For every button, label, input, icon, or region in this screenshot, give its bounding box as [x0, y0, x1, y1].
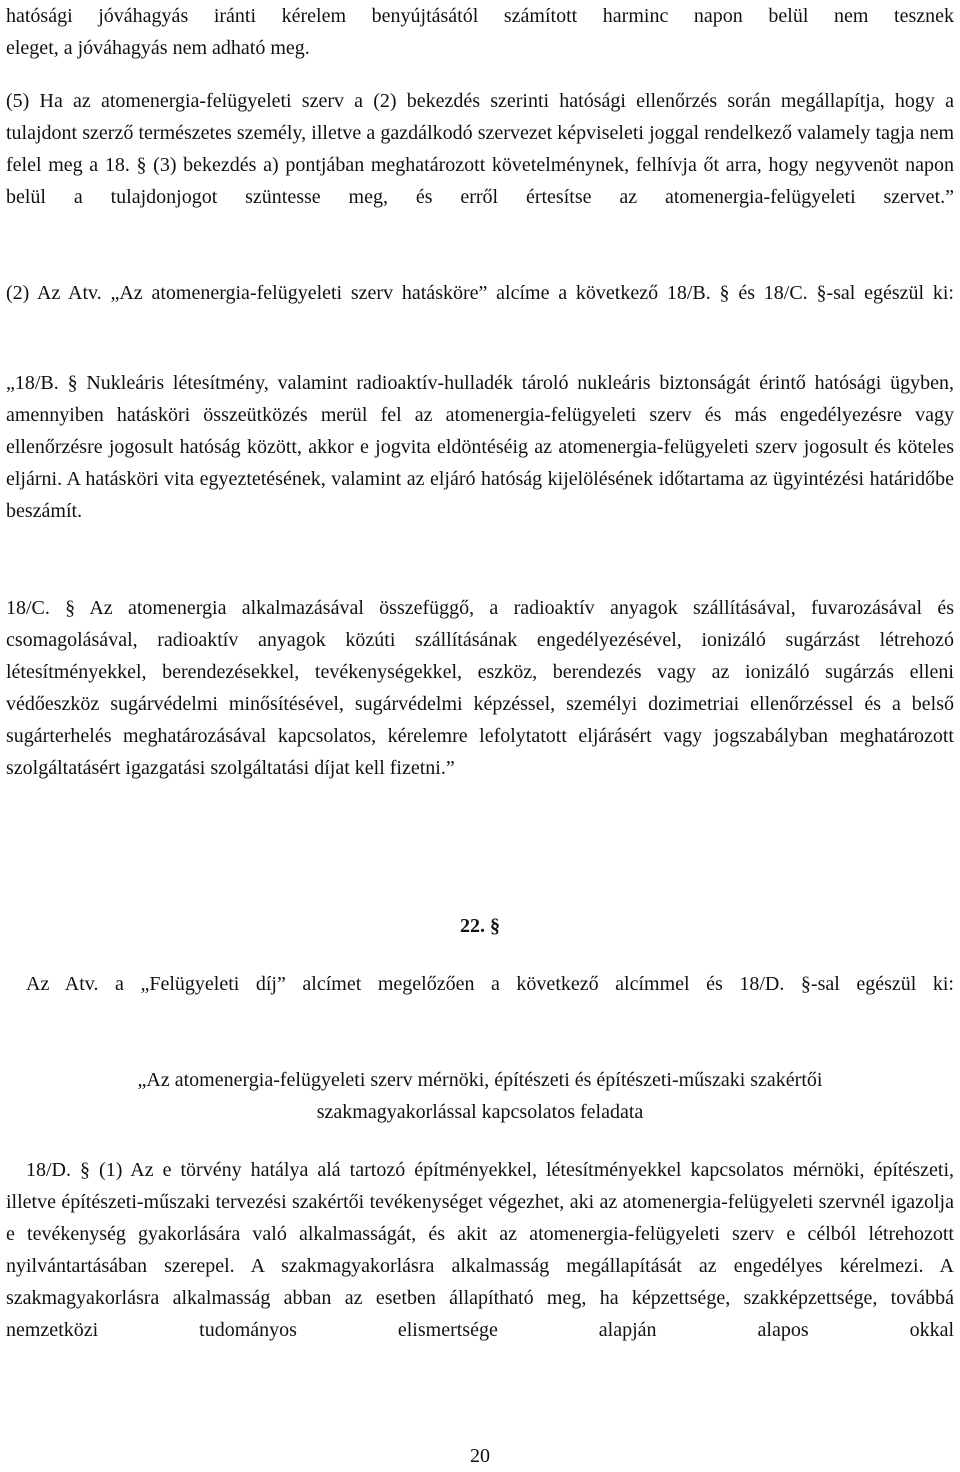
paragraph-atv: Az Atv. a „Felügyeleti díj” alcímet megelőzően a következő alcímmel és 18/D. §-sal egészül ki:	[26, 973, 954, 995]
paragraph-2: (2) Az Atv. „Az atomenergia-felügyeleti szerv hatásköre” alcíme a következő 18/B. § és 18/C. §-sal egészül ki:	[6, 282, 954, 304]
paragraph-5: (5) Ha az atomenergia-felügyeleti szerv a (2) bekezdés szerinti hatósági ellenőrzés során megállapítja, hogy a tulajdont szerző természetes személy, illetve a gazdálkodó szervezet képviseleti joggal rendelkező valamely tagja nem felel meg a 18. § (3) bekezdés a) pontjában meghatározott követelménynek, felhívja őt arra, hogy negyvenöt napon belül a tulajdonjogot szüntesse meg, és erről értesítse az atomenergia-felügyeleti szervet.”	[6, 90, 954, 208]
intro-line-2: eleget, a jóváhagyás nem adható meg.	[6, 37, 310, 59]
page-number: 20	[470, 1445, 490, 1467]
subtitle-line-1: „Az atomenergia-felügyeleti szerv mérnöki, építészeti és építészeti-műszaki szakértői	[137, 1069, 823, 1091]
intro-line-1: hatósági jóváhagyás iránti kérelem benyújtásától számított harminc napon belül nem tesznek	[6, 5, 954, 27]
section-heading: 22. §	[460, 915, 500, 937]
section-18c: 18/C. § Az atomenergia alkalmazásával összefüggő, a radioaktív anyagok szállításával, fuvarozásával és csomagolásával, radioaktív anyagok közúti szállításának engedélyezésével, ionizáló sugárzást létrehozó létesítményekkel, berendezésekkel, tevékenységekkel, eszköz, berendezés vagy az ionizáló sugárzás elleni védőeszköz sugárvédelmi minősítésével, sugárvédelmi képzéssel, személyi dozimetriai ellenőrzéssel és a belső sugárterhelés meghatározásával kapcsolatos, kérelemre lefolytatott eljárásért vagy jogszabályban meghatározott szolgáltatásért igazgatási szolgáltatási díjat kell fizetni.”	[6, 597, 954, 779]
section-18b: „18/B. § Nukleáris létesítmény, valamint radioaktív-hulladék tároló nukleáris biztonságát érintő hatósági ügyben, amennyiben hatásköri összeütközés merül fel az atomenergia-felügyeleti szerv és más engedélyezésre vagy ellenőrzésre jogosult hatóság között, akkor e jogvita eldöntéséig az atomenergia-felügyeleti szerv jogosult és köteles eljárni. A hatásköri vita egyeztetésének, valamint az eljáró hatóság kijelölésének időtartama az ügyintézési határidőbe beszámít.	[6, 372, 954, 522]
subtitle-line-2: szakmagyakorlással kapcsolatos feladata	[316, 1101, 644, 1123]
section-18d: 18/D. § (1) Az e törvény hatálya alá tartozó építményekkel, létesítményekkel kapcsolatos mérnöki, építészeti, illetve építészeti-műszaki tervezési szakértői tevékenységet végezhet, aki az atomenergia-felügyeleti szervnél igazolja e tevékenység gyakorlására való alkalmasságát, és akit az atomenergia-felügyeleti szerv e célból létrehozott nyilvántartásában szerepel. A szakmagyakorlásra alkalmasság megállapítását az engedélyes kérelmezi. A szakmagyakorlásra alkalmasság abban az esetben állapítható meg, ha képzettsége, szakképzettsége, továbbá nemzetközi tudományos elismertsége alapján alapos okkal	[6, 1159, 954, 1341]
